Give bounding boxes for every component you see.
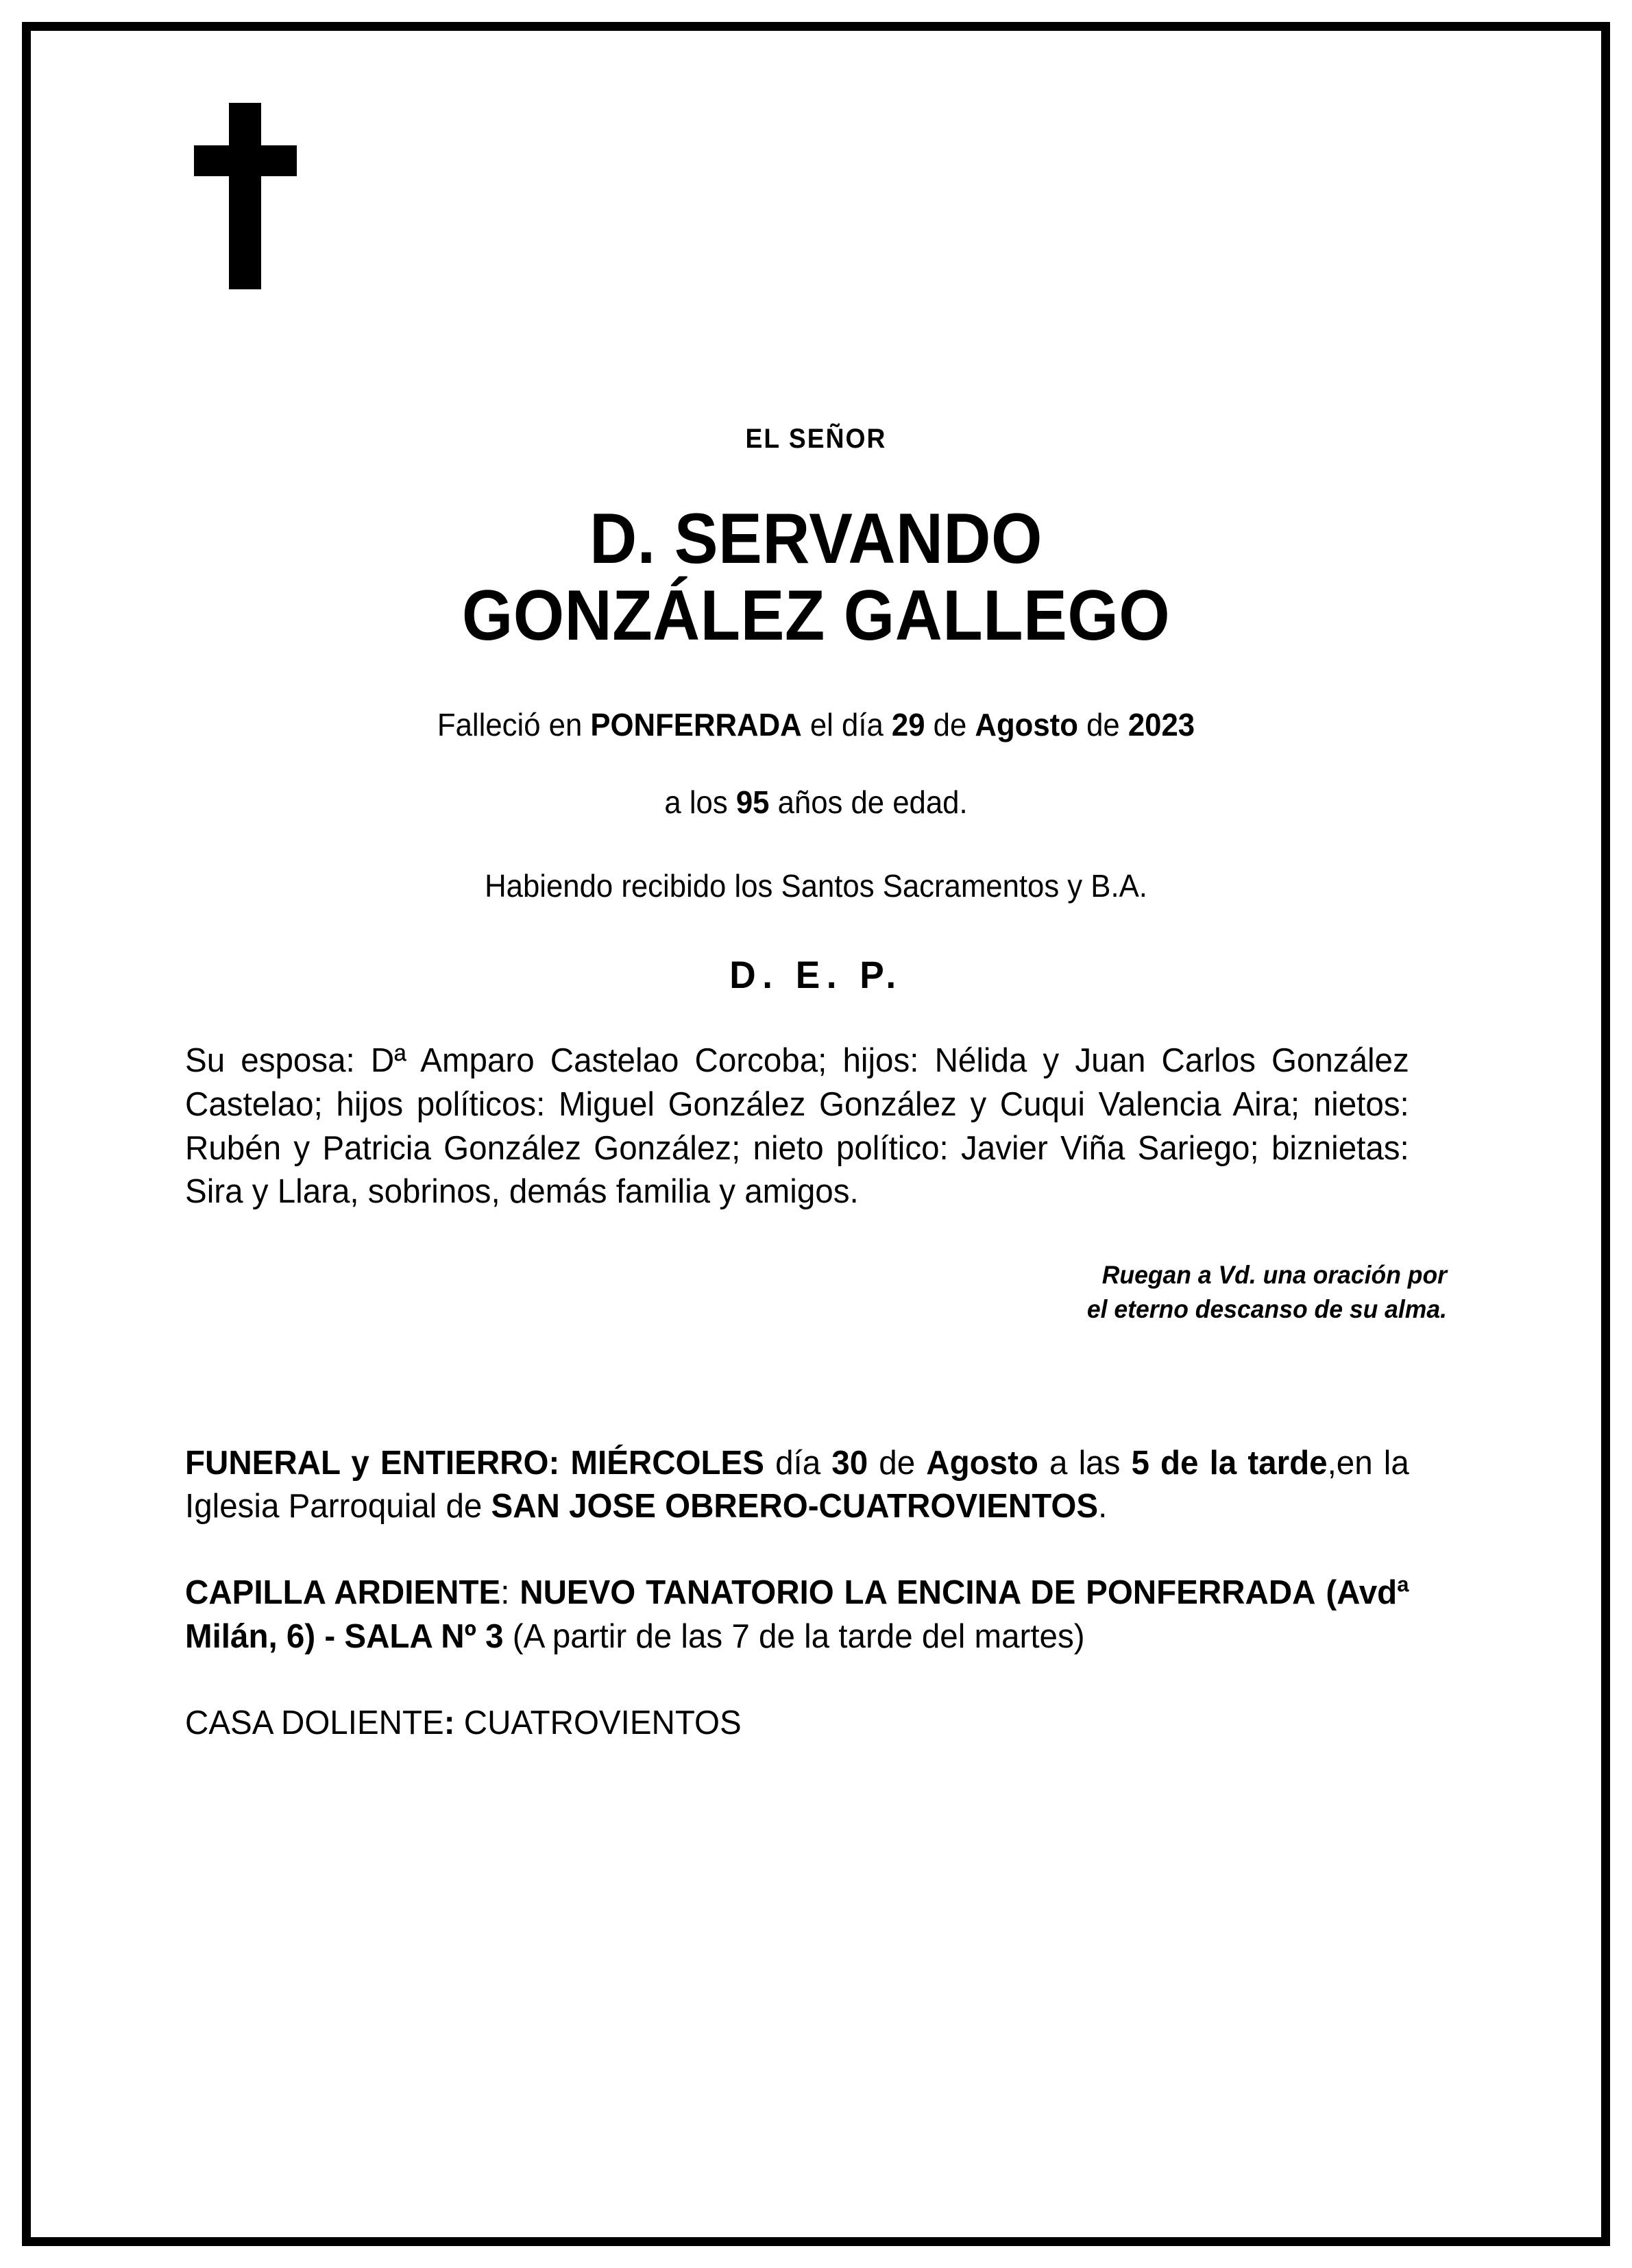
cross-horizontal-bar: [194, 145, 297, 176]
chapel-detail: [185, 1571, 1409, 1658]
deceased-name-line-1: D. SERVANDO: [589, 499, 1043, 579]
prayer-line-1: Ruegan a Vd. una oración por: [1101, 1260, 1447, 1289]
funeral-dia-word: día: [764, 1444, 832, 1482]
mourning-house-detail: [185, 1702, 1409, 1746]
died-mid-2: de: [925, 706, 975, 743]
prayer-line-2: el eterno descanso de su alma.: [1086, 1294, 1447, 1323]
chapel-label: CAPILLA ARDIENTE: [185, 1574, 501, 1612]
funeral-comma: ,: [1327, 1444, 1337, 1482]
age-value: 95: [735, 784, 770, 821]
died-mid-3: de: [1077, 706, 1128, 743]
deceased-name: [236, 500, 1397, 655]
cross-vertical-bar: [229, 103, 261, 289]
funeral-church: SAN JOSE OBRERO-CUATROVIENTOS: [491, 1488, 1099, 1525]
funeral-church-prefix: en la Iglesia Parroquial de: [185, 1444, 1409, 1525]
honorific-label: EL SEÑOR: [745, 424, 887, 454]
death-year: 2023: [1128, 706, 1195, 743]
latin-cross-icon: [185, 103, 315, 309]
page-content: [31, 31, 1601, 2237]
mourning-house-place: CUATROVIENTOS: [463, 1704, 742, 1741]
chapel-venue: NUEVO TANATORIO LA ENCINA DE PONFERRADA: [520, 1574, 1316, 1612]
funeral-a-las: a las: [1038, 1444, 1132, 1482]
service-details: [185, 1442, 1447, 1745]
sacraments-line: Habiendo recibido los Santos Sacramentos y B.A.: [485, 867, 1147, 904]
age-line: [217, 783, 1415, 823]
deceased-name-line-2: GONZÁLEZ GALLEGO: [461, 576, 1171, 656]
header-block: [185, 425, 1447, 997]
funeral-weekday: MIÉRCOLES: [570, 1444, 764, 1482]
family-paragraph: Su esposa: Dª Amparo Castelao Corcoba; hijos: Nélida y Juan Carlos González Castelao; hijos políticos: Miguel González González y Cuqui Valencia Aira; nietos: Rubén y Patricia González González; nieto político: Javier Viña Sariego; biznietas: Sira y Llara, sobrinos, demás familia y amigos.: [185, 1042, 1409, 1211]
funeral-de-1: de: [868, 1444, 927, 1482]
funeral-colon: :: [548, 1444, 571, 1482]
chapel-note: (A partir de las 7 de la tarde del martes): [503, 1617, 1085, 1655]
funeral-time: 5 de la tarde: [1131, 1444, 1328, 1482]
death-place: PONFERRADA: [590, 706, 802, 743]
age-prefix: a los: [664, 784, 736, 821]
mourning-house-label: CASA DOLIENTE: [185, 1704, 444, 1741]
death-day: 29: [891, 706, 925, 743]
died-prefix: Falleció en: [437, 706, 591, 743]
page-border-frame: [22, 22, 1610, 2246]
funeral-detail: [185, 1442, 1409, 1529]
death-month: Agosto: [975, 706, 1078, 743]
chapel-colon: :: [500, 1574, 520, 1612]
funeral-day: 30: [831, 1444, 868, 1482]
death-date-line: [217, 705, 1415, 745]
funeral-church-suffix: .: [1098, 1488, 1108, 1525]
prayer-request: [236, 1258, 1447, 1327]
died-mid-1: el día: [801, 706, 892, 743]
dep-line: D. E. P.: [729, 953, 903, 997]
funeral-label: FUNERAL y ENTIERRO: [185, 1444, 549, 1482]
chapel-address: (Avdª Milán, 6) - SALA Nº 3: [185, 1574, 1409, 1655]
age-suffix: años de edad.: [769, 784, 968, 821]
mourning-house-colon: :: [443, 1704, 464, 1741]
funeral-month: Agosto: [926, 1444, 1038, 1482]
